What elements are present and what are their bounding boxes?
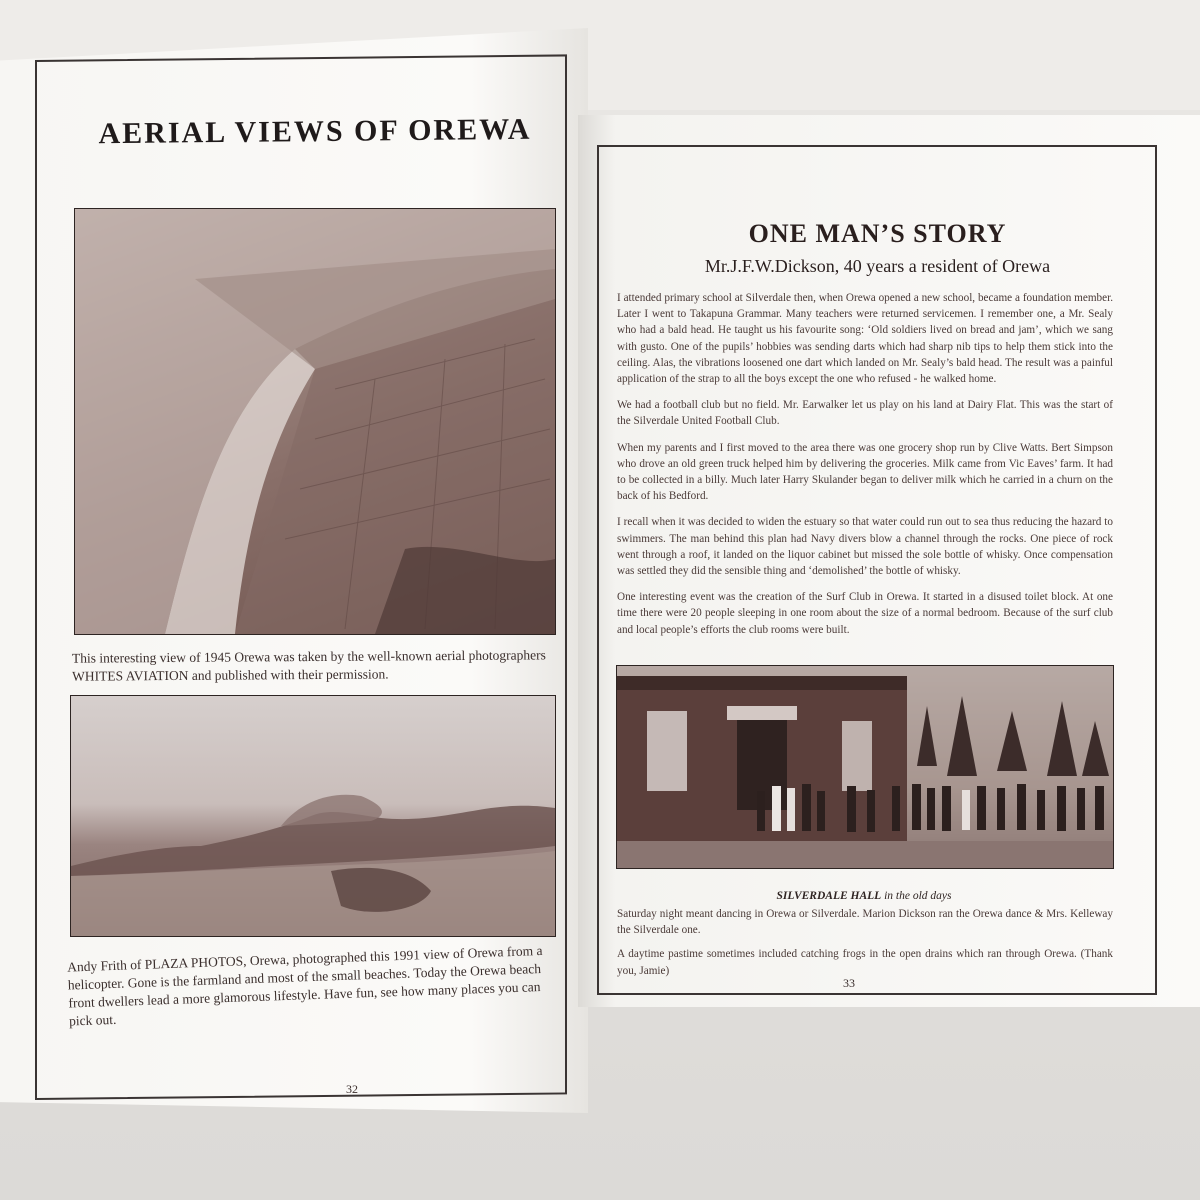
right-page-subtitle: Mr.J.F.W.Dickson, 40 years a resident of Orewa xyxy=(704,256,1051,276)
story-paragraph: Saturday night meant dancing in Orewa or Silverdale. Marion Dickson ran the Orewa dance & Mrs. Kelleway the Silverdale one. xyxy=(617,908,1113,937)
silverdale-hall-photo xyxy=(616,665,1114,869)
left-page-title: AERIAL VIEWS OF OREWA xyxy=(98,112,532,151)
page-number-right: 33 xyxy=(843,976,855,990)
story-paragraph: One interesting event was the creation of the Surf Club in Orewa. It started in a disused toilet block. At one time there were 20 people sleeping in one room about the size of a normal bedroom. Because of the surf club and local people’s efforts the club rooms were built. xyxy=(617,591,1113,636)
story-body xyxy=(617,290,1113,648)
silverdale-hall-caption xyxy=(616,890,1112,902)
story-paragraph: When my parents and I first moved to the area there was one grocery shop run by Clive Watts. Bert Simpson who drove an old green truck helped him by delivering the groceries. Milk came from Vic Eaves’ farm. It had to be collected in a billy. Much later Harry Skulander began to deliver milk which he carried in a churn on the back of his Bedford. xyxy=(617,441,1113,503)
story-paragraph: I attended primary school at Silverdale then, when Orewa opened a new school, became a foundation member. Later I went to Takapuna Grammar. Many teachers were returned servicemen. I remember one, a Mr. Sealy who had a bald head. He taught us his favourite song: ‘Old soldiers lived on bread and jam’, which we sang with gusto. One of the pupils’ hobbies was sending darts which had sharp nib tips to help them stick into the ceiling. Alas, the vibrations loosened one dart which landed on Mr. Sealy’s bald head. The result was a painful application of the strap to all the boys except the one who refused - he walked home. xyxy=(617,292,1113,386)
aerial-photo-1991 xyxy=(70,695,556,937)
hall-caption-rest: in the old days xyxy=(881,890,952,902)
story-body-continued xyxy=(617,906,1113,987)
right-page-title: ONE MAN’S STORY xyxy=(748,219,1007,248)
page-number-left: 32 xyxy=(346,1082,358,1096)
story-paragraph: I recall when it was decided to widen the estuary so that water could run out to sea thus reducing the hazard to swimmers. The man behind this plan had Navy divers blow a channel through the rocks. One piece of rock went through a roof, it landed on the liquor cabinet but missed the sole bottle of whisky. Once compensation was settled they did the sensible thing and ‘demolished’ the bottle of whisky. xyxy=(617,516,1113,578)
aerial-photo-1945 xyxy=(74,208,556,635)
aerial-photo-1945-caption: This interesting view of 1945 Orewa was taken by the well-known aerial photographers WHITES AVIATION and published with their permission. xyxy=(71,647,546,684)
hall-caption-bold: SILVERDALE HALL xyxy=(776,890,882,902)
story-paragraph: A daytime pastime sometimes included catching frogs in the open drains which ran through Orewa. (Thank you, Jamie) xyxy=(617,948,1113,977)
aerial-photo-1991-caption: Andy Frith of PLAZA PHOTOS, Orewa, photographed this 1991 view of Orewa from a helicopter. Gone is the farmland and most of the small beaches. Today the Orewa beach front dwellers lead a more glamorous lifestyle. Have fun, see how many places you can pick out. xyxy=(66,942,543,1029)
story-paragraph: We had a football club but no field. Mr. Earwalker let us play on his land at Dairy Flat. This was the start of the Silverdale United Football Club. xyxy=(617,399,1113,428)
